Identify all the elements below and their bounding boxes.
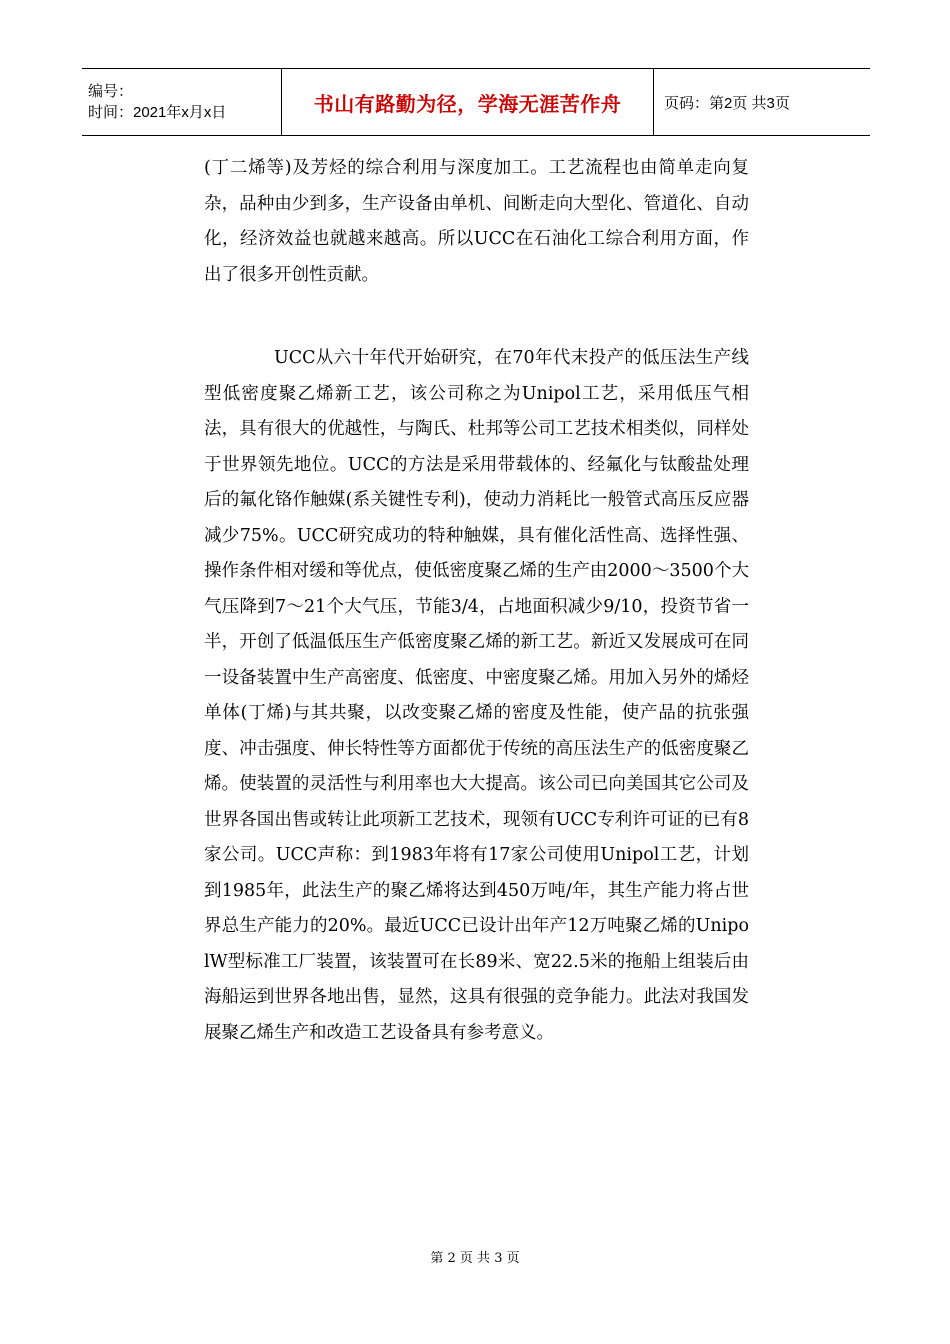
document-time-label: 时间：2021年x月x日 [88, 104, 227, 121]
header-motto: 书山有路勤为径，学海无涯苦作舟 [282, 69, 654, 135]
header-page-info: 页码：第2页 共3页 [664, 94, 790, 112]
header-meta-cell [82, 69, 282, 135]
body-paragraph-1: (丁二烯等)及芳烃的综合利用与深度加工。工艺流程也由简单走向复杂，品种由少到多，生产设备由单机、间断走向大型化、管道化、自动化，经济效益也就越来越高。所以UCC在石油化工综合利用方面，作出了很多开创性贡献。 [204, 158, 749, 285]
page-header [82, 68, 870, 136]
body-paragraph-2: UCC从六十年代开始研究，在70年代末投产的低压法生产线型低密度聚乙烯新工艺，该公司称之为Unipol工艺，采用低压气相法，具有很大的优越性，与陶氏、杜邦等公司工艺技术相类似，同样处于世界领先地位。UCC的方法是采用带载体的、经氟化与钛酸盐处理后的氟化铬作触媒(系关键性专利)，使动力消耗比一般管式高压反应器减少75%。UCC研究成功的特种触媒，具有催化活性高、选择性强、操作条件相对缓和等优点，使低密度聚乙烯的生产由2000～3500个大气压降到7～21个大气压，节能3/4，占地面积减少9/10，投资节省一半，开创了低温低压生产低密度聚乙烯的新工艺。新近又发展成可在同一设备装置中生产高密度、低密度、中密度聚乙烯。用加入另外的烯烃单体(丁烯)与其共聚，以改变聚乙烯的密度及性能，使产品的抗张强度、冲击强度、伸长特性等方面都优于传统的高压法生产的低密度聚乙烯。使装置的灵活性与利用率也大大提高。该公司已向美国其它公司及世界各国出售或转让此项新工艺技术，现领有UCC专利许可证的已有8家公司。UCC声称：到1983年将有17家公司使用Unipol工艺，计划到1985年，此法生产的聚乙烯将达到450万吨/年，其生产能力将占世界总生产能力的20%。最近UCC已设计出年产12万吨聚乙烯的UnipolW型标准工厂装置，该装置可在长89米、宽22.5米的拖船上组装后由海船运到世界各地出售，显然，这具有很强的竞争能力。此法对我国发展聚乙烯生产和改造工艺设备具有参考意义。 [204, 348, 749, 1043]
document-number-label: 编号： [88, 83, 134, 100]
page-footer: 第 2 页 共 3 页 [430, 1251, 520, 1266]
